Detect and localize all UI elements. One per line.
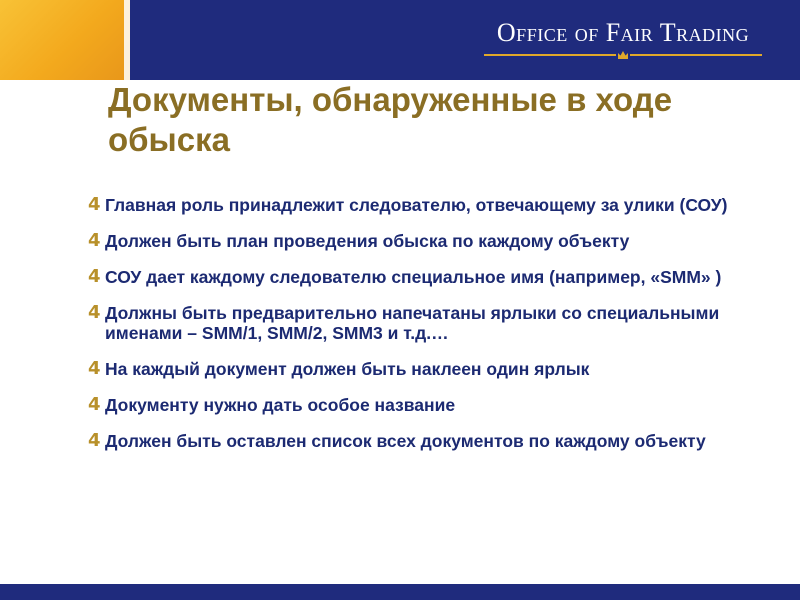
bullet-text: Должны быть предварительно напечатаны ярлыки со специальными именами – SMM/1, SMM/2, SMM3 и т.д.… xyxy=(105,303,720,343)
bullet-item xyxy=(88,195,788,215)
footer-band xyxy=(0,584,800,600)
brand-name: Office of Fair Trading xyxy=(496,18,750,47)
bullet-item xyxy=(88,395,788,415)
bullet-item xyxy=(88,267,788,287)
bullet-item xyxy=(88,303,788,343)
bullet-marker-icon: 4 xyxy=(88,430,101,451)
bullet-marker-icon: 4 xyxy=(88,394,101,415)
bullet-text: На каждый документ должен быть наклеен один ярлык xyxy=(105,359,590,379)
bullet-text: Должен быть оставлен список всех документов по каждому объекту xyxy=(105,431,706,451)
header-band xyxy=(0,0,800,80)
bullet-item xyxy=(88,431,788,451)
bullet-text: СОУ дает каждому следователю специальное имя (например, «SMM» ) xyxy=(105,267,722,287)
bullet-marker-icon: 4 xyxy=(88,266,101,287)
bullet-list xyxy=(88,195,788,467)
brand-rule xyxy=(484,49,762,61)
brand-logo xyxy=(484,18,762,61)
bullet-text: Документу нужно дать особое название xyxy=(105,395,456,415)
bullet-marker-icon: 4 xyxy=(88,358,101,379)
bullet-marker-icon: 4 xyxy=(88,302,101,323)
crown-icon xyxy=(616,49,630,61)
slide-title: Документы, обнаруженные в ходе обыска xyxy=(108,81,673,158)
corner-accent xyxy=(0,0,130,80)
bullet-marker-icon: 4 xyxy=(88,230,101,251)
bullet-item xyxy=(88,231,788,251)
bullet-text: Главная роль принадлежит следователю, отвечающему за улики (СОУ) xyxy=(105,195,728,215)
bullet-item xyxy=(88,359,788,379)
bullet-text: Должен быть план проведения обыска по каждому объекту xyxy=(105,231,630,251)
bullet-marker-icon: 4 xyxy=(88,194,101,215)
